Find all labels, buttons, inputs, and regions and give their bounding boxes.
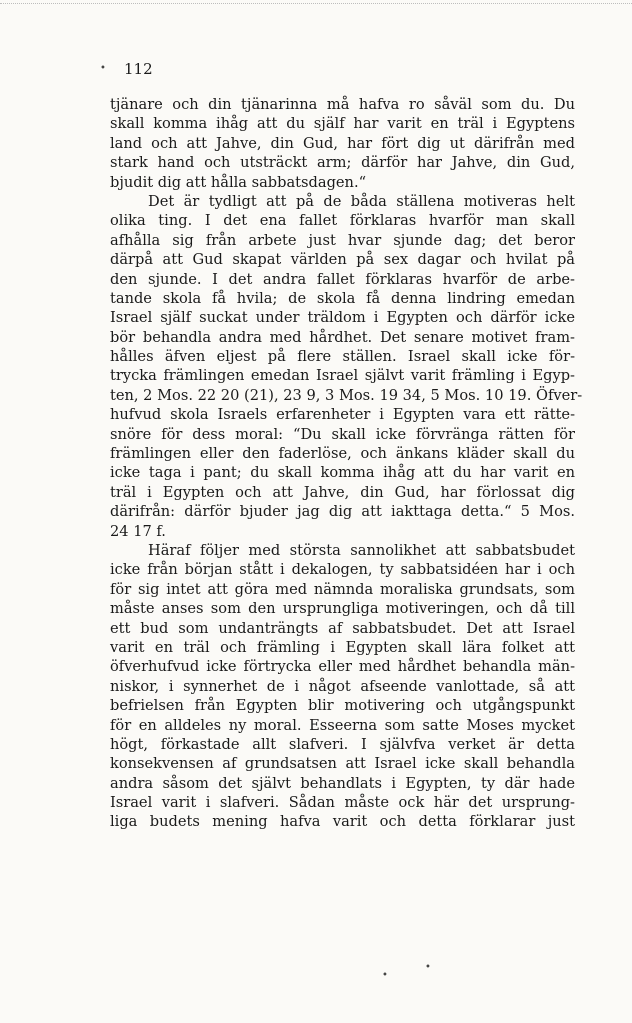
- text-line: därpå att Gud skapat världen på sex dagar och hvilat på: [110, 251, 575, 269]
- text-line: öfverhufvud icke förtrycka eller med hårdhet behandla män-: [110, 658, 575, 676]
- text-line: konsekvensen af grundsatsen att Israel icke skall behandla: [110, 755, 575, 773]
- text-line: måste anses som den ursprungliga motiveringen, och då till: [110, 600, 575, 618]
- text-line: befrielsen från Egypten blir motivering och utgångspunkt: [110, 697, 575, 715]
- text-line: liga budets mening hafva varit och detta förklarar just: [110, 813, 575, 831]
- text-line: niskor, i synnerhet de i något afseende vanlottade, så att: [110, 677, 575, 695]
- text-line: Israel varit i slafveri. Sådan måste ock här det ursprung-: [110, 794, 575, 812]
- text-line: träl i Egypten och att Jahve, din Gud, har förlossat dig: [110, 483, 575, 501]
- text-line: 24 17 f.: [110, 522, 166, 540]
- text-line: främlingen eller den faderlöse, och änkans kläder skall du: [110, 445, 575, 463]
- text-line: stark hand och utsträckt arm; därför har Jahve, din Gud,: [110, 154, 575, 172]
- text-line: icke från början stått i dekalogen, ty sabbatsidéen har i och: [110, 561, 575, 579]
- text-line: Häraf följer med största sannolikhet att sabbatsbudet: [148, 541, 575, 559]
- page-number: 112: [124, 60, 153, 78]
- text-line: varit en träl och främling i Egypten skall lära folket att: [110, 638, 575, 656]
- text-line: högt, förkastade allt slafveri. I självfva verket är detta: [110, 735, 575, 753]
- text-line: ten, 2 Mos. 22 20 (21), 23 9, 3 Mos. 19 34, 5 Mos. 10 19. Öfver-: [110, 386, 583, 404]
- text-line: därifrån: därför bjuder jag dig att iakttaga detta.“ 5 Mos.: [110, 503, 575, 521]
- text-line: snöre för dess moral: “Du skall icke förvränga rätten för: [110, 425, 575, 443]
- text-line: trycka främlingen emedan Israel självt varit främling i Egyp-: [110, 367, 575, 385]
- text-line: hålles äfven eljest på flere ställen. Israel skall icke för-: [110, 348, 575, 366]
- smudge-mark: •: [425, 962, 431, 973]
- text-line: för sig intet att göra med nämnda moraliska grundsats, som: [110, 580, 575, 598]
- text-line: land och att Jahve, din Gud, har fört dig ut därifrån med: [110, 134, 575, 152]
- text-line: hufvud skola Israels erfarenheter i Egypten vara ett rätte-: [110, 406, 575, 424]
- text-line: andra såsom det självt behandlats i Egypten, ty där hade: [110, 774, 575, 792]
- text-line: bjudit dig att hålla sabbatsdagen.“: [110, 173, 367, 191]
- text-line: afhålla sig från arbete just hvar sjunde dag; det beror: [110, 231, 575, 249]
- text-line: tjänare och din tjänarinna må hafva ro såväl som du. Du: [110, 96, 575, 113]
- text-line: skall komma ihåg att du själf har varit en träl i Egyptens: [110, 115, 575, 133]
- text-line: tande skola få hvila; de skola få denna lindring emedan: [110, 289, 575, 307]
- text-line: icke taga i pant; du skall komma ihåg att du har varit en: [110, 464, 575, 482]
- text-line: ett bud som undanträngts af sabbatsbudet. Det att Israel: [110, 619, 575, 637]
- text-line: för en alldeles ny moral. Esseerna som satte Moses mycket: [110, 716, 575, 734]
- body-text: [110, 95, 583, 832]
- text-line: olika ting. I det ena fallet förklaras hvarför man skall: [110, 212, 575, 230]
- text-line: Israel själf suckat under träldom i Egypten och därför icke: [110, 309, 575, 327]
- smudge-mark: •: [382, 970, 388, 981]
- text-line: Det är tydligt att på de båda ställena motiveras helt: [148, 192, 575, 210]
- top-edge-rule: [0, 3, 632, 4]
- margin-dot: •: [100, 63, 106, 74]
- text-line: den sjunde. I det andra fallet förklaras hvarför de arbe-: [110, 270, 575, 288]
- text-line: bör behandla andra med hårdhet. Det senare motivet fram-: [110, 328, 575, 346]
